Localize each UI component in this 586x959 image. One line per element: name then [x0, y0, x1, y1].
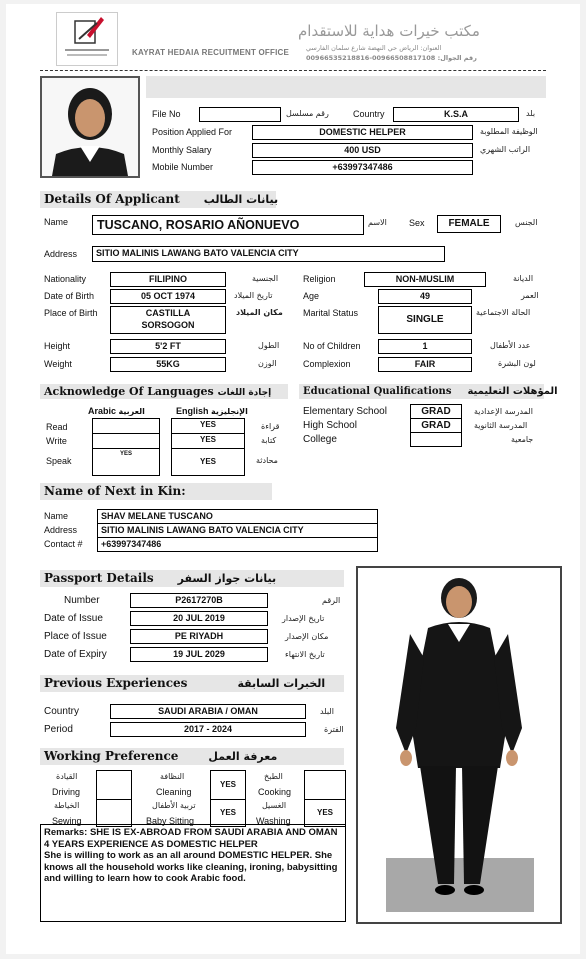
salary-label-ar: الراتب الشهري — [480, 145, 531, 154]
passport-heading — [40, 570, 344, 587]
lang-col-english-ar: الإنجليزية — [211, 407, 248, 416]
pref-cooking-ar: الطبخ — [264, 772, 283, 781]
passport-expiry-label: Date of Expiry — [44, 649, 107, 660]
logo-mark-icon — [57, 13, 117, 65]
weight-field: 55KG — [110, 357, 226, 372]
exp-country-label: Country — [44, 706, 80, 717]
experience-heading — [40, 675, 344, 692]
edu-row-2-value — [410, 432, 462, 447]
pob-field — [110, 306, 226, 334]
remarks-line-3: She is willing to work as an all around DOMESTIC HELPER. She knows all the household works like cleaning, ironing, babysitting and willing to learn how to cook Arabic food. — [44, 850, 338, 884]
lang-row-write-label: Write — [46, 436, 67, 446]
kin-address-label: Address — [44, 525, 78, 535]
pref-driving-ar: القيادة — [56, 772, 78, 781]
weight-label: Weight — [44, 359, 72, 369]
country-field: K.S.A — [393, 107, 519, 122]
edu-row-1-ar: المدرسة الثانوية — [474, 421, 528, 430]
lang-col-arabic-label: Arabic — [88, 406, 117, 416]
header-divider — [40, 70, 546, 71]
country-label: Country — [353, 109, 385, 119]
file-no-field — [199, 107, 281, 122]
languages-heading — [40, 384, 288, 399]
header-phones: 00966535218816-00966508817108 :رقم الجوال — [306, 54, 477, 62]
children-field: 1 — [378, 339, 472, 354]
age-label-ar: العمر — [521, 291, 539, 300]
salary-label: Monthly Salary — [152, 145, 212, 155]
headshot-image — [42, 78, 138, 176]
religion-field: NON-MUSLIM — [364, 272, 486, 287]
height-field: 5'2 FT — [110, 339, 226, 354]
nationality-field: FILIPINO — [110, 272, 226, 287]
complexion-label: Complexion — [303, 359, 351, 369]
pref-washing-label: Washing — [256, 816, 291, 826]
lang-row-read-ar: قراءة — [261, 422, 280, 431]
address-label: Address — [44, 249, 78, 259]
languages-heading-ar: إجادة اللغات — [217, 388, 272, 398]
complexion-label-ar: لون البشرة — [498, 359, 536, 368]
lang-col-arabic-ar: العربية — [118, 407, 145, 416]
position-label-ar: الوظيفة المطلوبة — [480, 127, 538, 136]
pref-sewing-value — [96, 799, 132, 827]
lang-row-speak-ar: محادثة — [256, 456, 278, 465]
pob-label: Place of Birth — [44, 308, 98, 318]
lang-speak-arabic: YES — [92, 448, 160, 476]
lang-row-read-label: Read — [46, 422, 68, 432]
passport-place-ar: مكان الإصدار — [285, 632, 329, 641]
office-logo — [56, 12, 118, 66]
religion-label: Religion — [303, 274, 336, 284]
age-label: Age — [303, 291, 320, 301]
name-label: Name — [44, 217, 69, 227]
height-label-ar: الطول — [258, 341, 280, 350]
kin-heading: Name of Next in Kin: — [40, 483, 272, 500]
kin-contact-field: +63997347486 — [97, 537, 378, 552]
education-heading-text: Educational Qualifications — [303, 386, 452, 397]
lang-read-english: YES — [171, 418, 245, 434]
pref-washing-value: YES — [304, 799, 346, 827]
experience-heading-text: Previous Experiences — [44, 676, 188, 690]
header-arabic-title: مكتب خيرات هداية للاستقدام — [298, 22, 480, 40]
lang-read-arabic — [92, 418, 160, 434]
file-no-label-ar: رقم مسلسل — [286, 109, 329, 118]
mobile-field: +63997347486 — [252, 160, 473, 175]
position-field: DOMESTIC HELPER — [252, 125, 473, 140]
passport-issue-ar: تاريخ الإصدار — [282, 614, 325, 623]
lang-row-speak-label: Speak — [46, 456, 72, 466]
position-label: Position Applied For — [152, 127, 233, 137]
passport-heading-text: Passport Details — [44, 571, 154, 585]
languages-heading-text: Acknowledge Of Languages — [44, 385, 214, 398]
religion-label-ar: الديانة — [513, 274, 534, 283]
full-body-image — [358, 568, 560, 922]
pref-driving-label: Driving — [52, 787, 81, 797]
name-label-ar: الاسم — [368, 218, 387, 227]
exp-period-label: Period — [44, 724, 73, 735]
name-field: TUSCANO, ROSARIO AÑONUEVO — [92, 215, 364, 235]
pref-cleaning-label: Cleaning — [156, 787, 192, 797]
applicant-heading-ar: بيانات الطالب — [203, 193, 279, 206]
marital-label-ar: الحالة الاجتماعية — [476, 308, 531, 317]
pob-line-2: SORSOGON — [141, 320, 195, 330]
lang-row-write-ar: كتابة — [261, 436, 277, 445]
applicant-heading — [40, 191, 279, 208]
passport-expiry-ar: تاريخ الانتهاء — [285, 650, 325, 659]
edu-row-1-value: GRAD — [410, 418, 462, 433]
preference-heading-text: Working Preference — [44, 749, 179, 763]
age-field: 49 — [378, 289, 472, 304]
pref-washing-ar: الغسيل — [262, 801, 287, 810]
dob-label-ar: تاريخ الميلاد — [234, 291, 273, 300]
exp-period-ar: الفترة — [324, 725, 344, 734]
lang-col-arabic — [88, 406, 145, 416]
weight-label-ar: الوزن — [258, 359, 277, 368]
lang-speak-english: YES — [171, 448, 245, 476]
children-label: No of Children — [303, 341, 361, 351]
edu-row-2-ar: جامعية — [511, 435, 534, 444]
file-no-label: File No — [152, 109, 181, 119]
pref-sewing-label: Sewing — [52, 816, 82, 826]
kin-name-field: SHAV MELANE TUSCANO — [97, 509, 378, 524]
pref-driving-value — [96, 770, 132, 800]
edu-row-1-label: High School — [303, 420, 357, 431]
experience-heading-ar: الخبرات السابقة — [237, 677, 326, 690]
pref-cleaning-ar: النظافة — [160, 772, 185, 781]
remarks-box — [40, 824, 346, 922]
top-grey-bar — [146, 76, 546, 98]
complexion-field: FAIR — [378, 357, 472, 372]
dob-label: Date of Birth — [44, 291, 95, 301]
header-english-title: KAYRAT HEDAIA RECUITMENT OFFICE — [132, 48, 290, 57]
passport-number-label: Number — [64, 595, 100, 606]
marital-field: SINGLE — [378, 306, 472, 334]
passport-number-ar: الرقم — [322, 596, 341, 605]
passport-place-label: Place of Issue — [44, 631, 107, 642]
marital-label: Marital Status — [303, 308, 359, 318]
lang-write-arabic — [92, 433, 160, 449]
remarks-line-2: 4 YEARS EXPERIENCE AS DOMESTIC HELPER — [44, 838, 258, 850]
lang-write-english: YES — [171, 433, 245, 449]
pref-babysitting-value: YES — [210, 799, 246, 827]
exp-period-field: 2017 - 2024 — [110, 722, 306, 737]
height-label: Height — [44, 341, 71, 351]
passport-expiry-field: 19 JUL 2029 — [130, 647, 268, 662]
kin-name-label: Name — [44, 511, 69, 521]
salary-field: 400 USD — [252, 143, 473, 158]
pref-cooking-value — [304, 770, 346, 800]
edu-row-2-label: College — [303, 434, 337, 445]
lang-col-english — [176, 406, 248, 416]
pref-babysitting-label: Baby Sitting — [146, 816, 195, 826]
pob-line-1: CASTILLA — [145, 308, 191, 318]
passport-issue-field: 20 JUL 2019 — [130, 611, 268, 626]
lang-col-english-label: English — [176, 406, 209, 416]
education-heading-ar: المؤهلات التعليمية — [467, 386, 558, 397]
cv-page — [6, 4, 580, 954]
sex-label-ar: الجنس — [515, 218, 538, 227]
mobile-label: Mobile Number — [152, 162, 214, 172]
passport-heading-ar: بيانات جواز السفر — [177, 572, 277, 585]
pref-babysitting-ar: تربية الأطفال — [152, 801, 196, 810]
passport-place-field: PE RIYADH — [130, 629, 268, 644]
pref-cooking-label: Cooking — [258, 787, 292, 797]
dob-field: 05 OCT 1974 — [110, 289, 226, 304]
edu-row-0-value: GRAD — [410, 404, 462, 419]
preference-heading-ar: معرفة العمل — [208, 750, 278, 763]
passport-issue-label: Date of Issue — [44, 613, 103, 624]
preference-heading — [40, 748, 344, 765]
exp-country-ar: البلد — [320, 707, 334, 716]
sex-field: FEMALE — [437, 215, 501, 233]
nationality-label: Nationality — [44, 274, 87, 284]
remarks-line-1: Remarks: SHE IS EX-ABROAD FROM SAUDI ARABIA AND OMAN — [44, 827, 338, 838]
applicant-full-body-photo — [356, 566, 562, 924]
kin-contact-label: Contact # — [44, 539, 83, 549]
nationality-label-ar: الجنسية — [252, 274, 279, 283]
header-arabic-address: العنوان: الرياض حي النهضة شارع سلمان الفارسي — [306, 44, 442, 52]
edu-row-0-ar: المدرسة الإعدادية — [474, 407, 533, 416]
kin-address-field: SITIO MALINIS LAWANG BATO VALENCIA CITY — [97, 523, 378, 538]
pob-label-ar: مكان الميلاد — [236, 308, 283, 317]
education-heading — [299, 384, 558, 399]
exp-country-field: SAUDI ARABIA / OMAN — [110, 704, 306, 719]
applicant-headshot — [40, 76, 140, 178]
passport-number-field: P2617270B — [130, 593, 268, 608]
pref-cleaning-value: YES — [210, 770, 246, 800]
sex-label: Sex — [409, 218, 425, 228]
address-field: SITIO MALINIS LAWANG BATO VALENCIA CITY — [92, 246, 445, 262]
applicant-heading-text: Details Of Applicant — [44, 192, 180, 206]
country-label-ar: بلد — [526, 109, 536, 118]
children-label-ar: عدد الأطفال — [490, 341, 531, 350]
pref-sewing-ar: الخياطة — [54, 801, 80, 810]
edu-row-0-label: Elementary School — [303, 406, 387, 417]
